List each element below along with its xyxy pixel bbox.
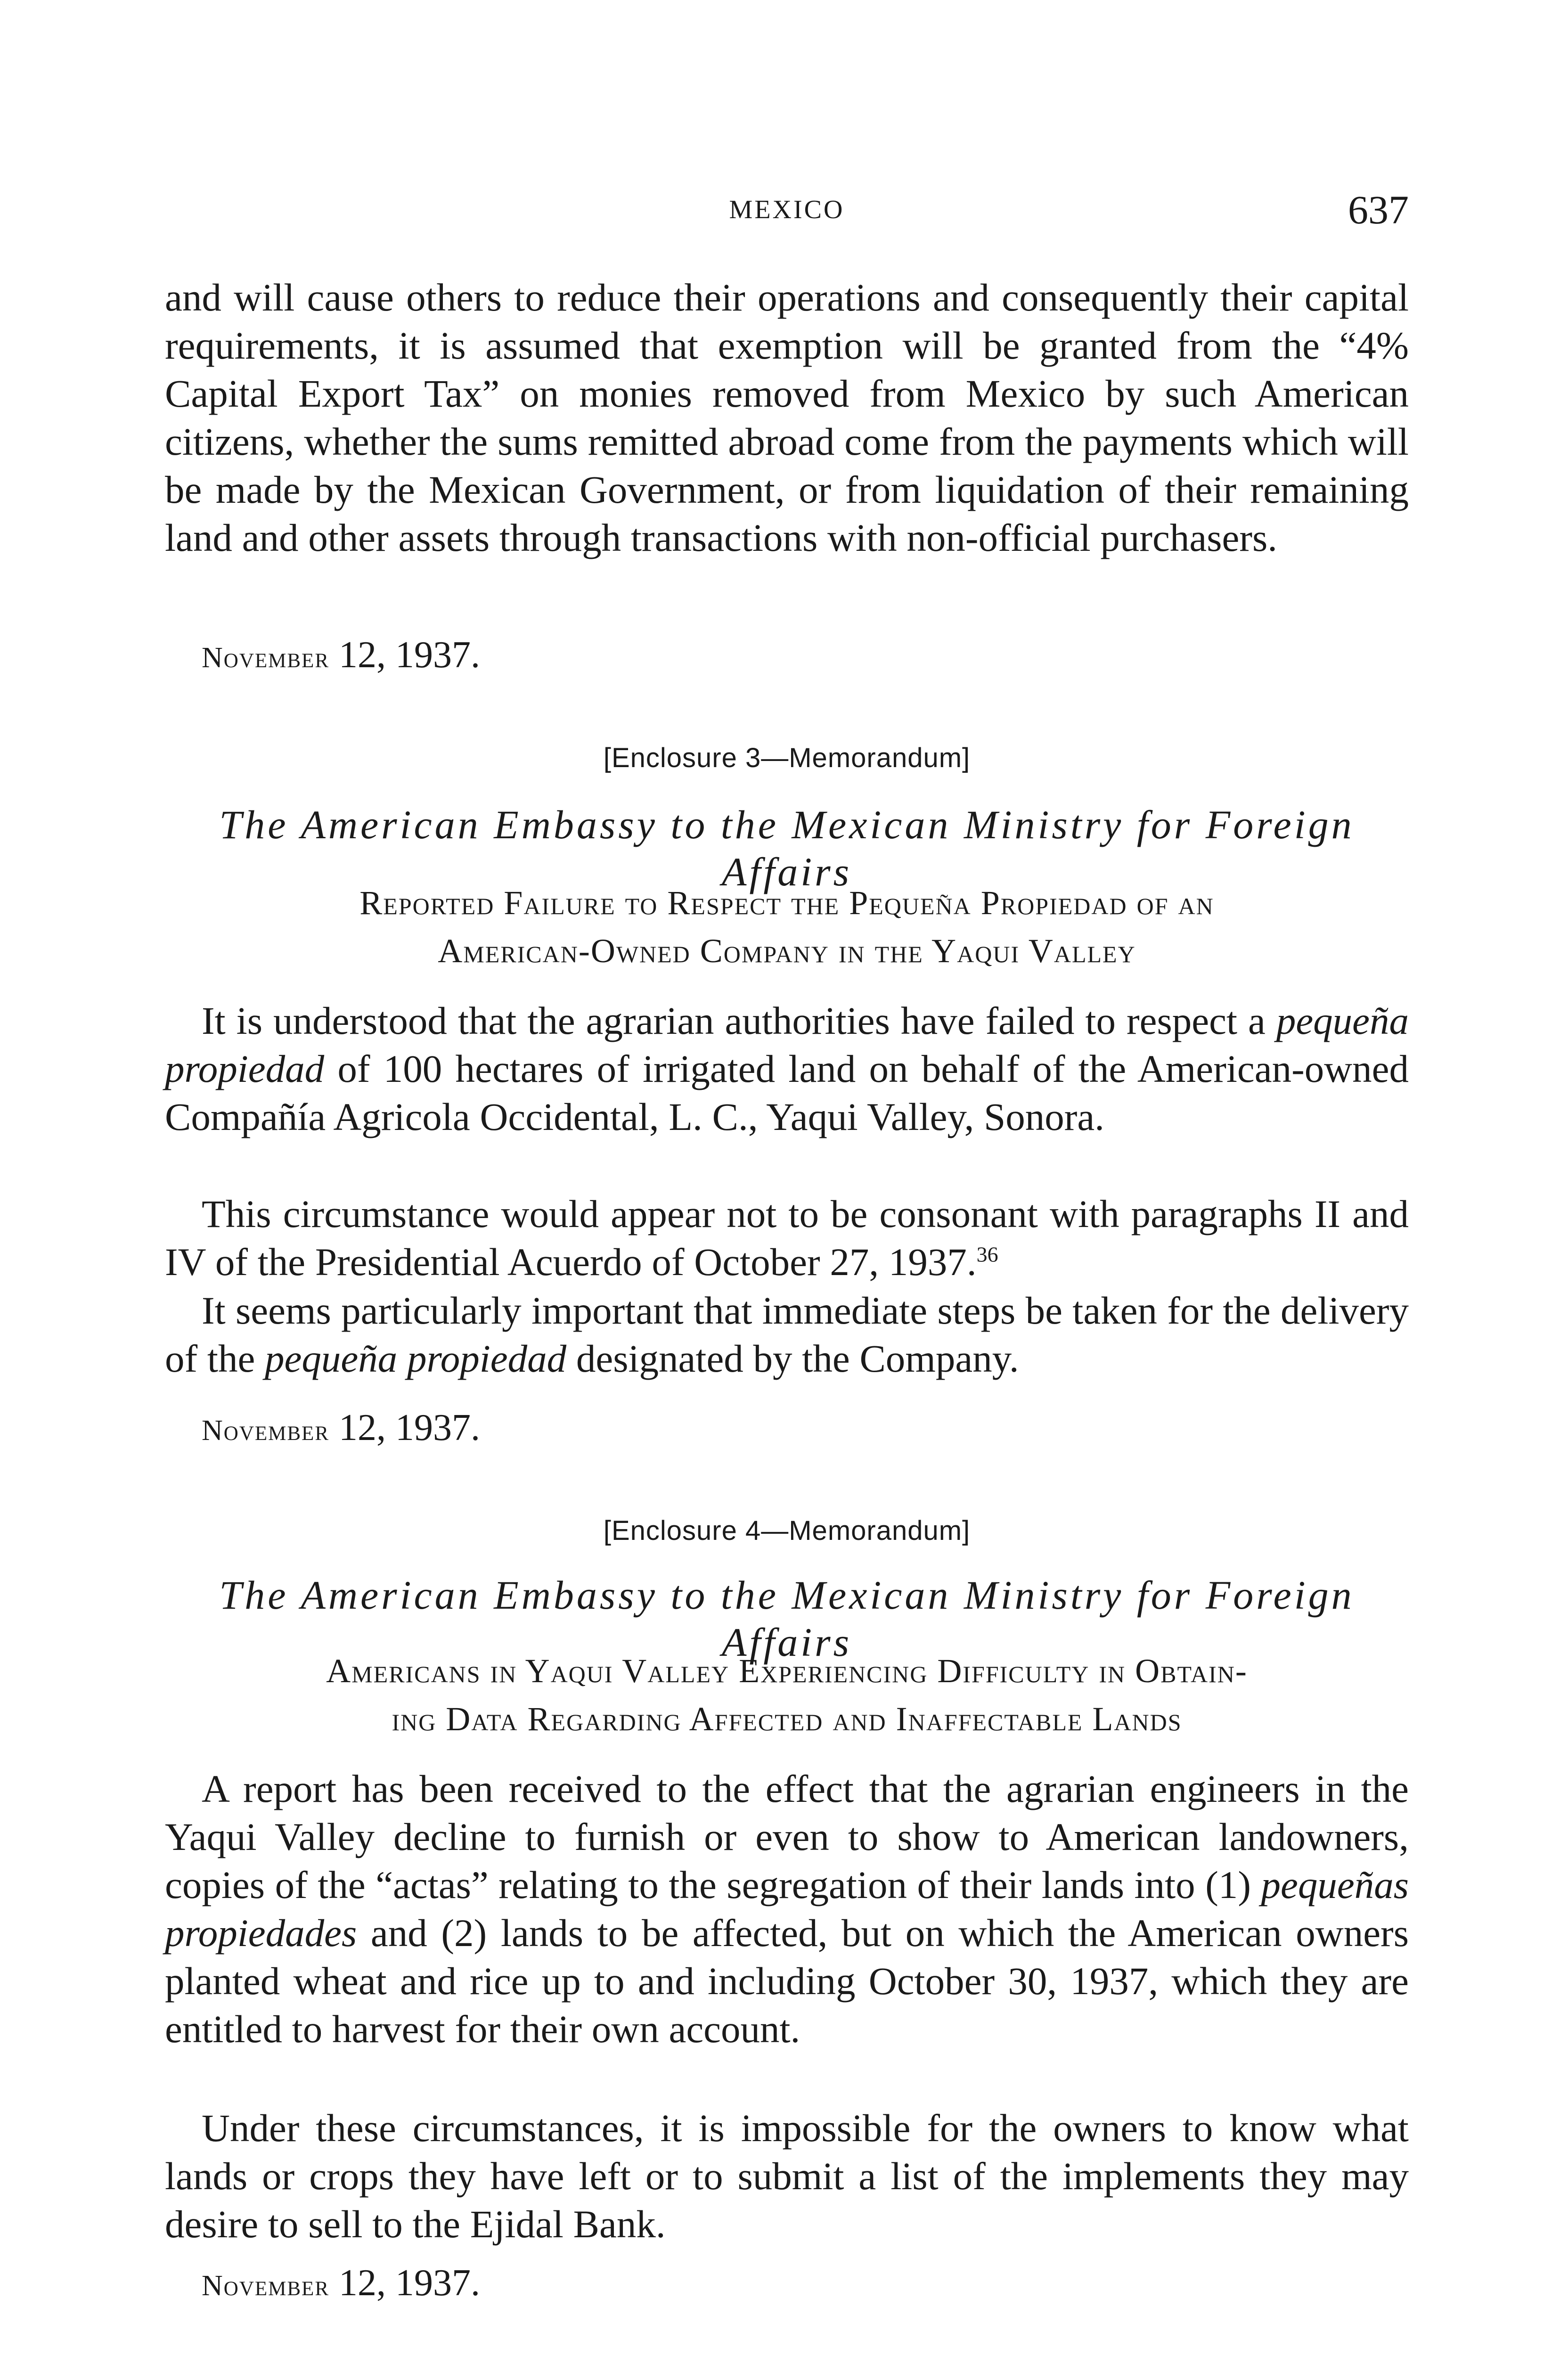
date-month: November: [202, 642, 330, 674]
text-run: It is understood that the agrarian authorities have failed to respect a: [202, 999, 1276, 1042]
date-line: [202, 1407, 480, 1449]
date-line: [202, 634, 480, 677]
text-run: It seems particularly important that immediate steps be taken for the delivery of the: [165, 1289, 1409, 1380]
page-number: 637: [1348, 187, 1409, 232]
date-rest: 12, 1937.: [329, 1407, 481, 1448]
subject-line: Reported Failure to Respect the Pequeña Propiedad of an: [359, 884, 1214, 922]
enclosure-caption: [Enclosure 3—Memorandum]: [603, 743, 971, 773]
body-paragraph: [165, 1190, 1409, 1286]
body-paragraph: [165, 1765, 1409, 2053]
date-month: November: [202, 1415, 330, 1447]
running-head: MEXICO: [729, 195, 845, 224]
italic-term: pequeña propiedad: [265, 1337, 567, 1380]
date-rest: 12, 1937.: [329, 634, 481, 676]
body-paragraph: [165, 997, 1409, 1141]
italic-term: pequeña propiedad: [165, 999, 1409, 1090]
body-paragraph: [165, 2104, 1409, 2248]
text-run: and (2) lands to be affected, but on which the American owners planted wheat and rice up to and including October 30, 1937, which they are entitled to harvest for their own account.: [165, 1911, 1409, 2051]
footnote-reference: 36: [976, 1242, 998, 1267]
text-run: Under these circumstances, it is impossible for the owners to know what lands or crops they have left or to submit a list of the implements they may desire to sell to the Ejidal Bank.: [165, 2106, 1409, 2246]
italic-term: pequeñas propiedades: [165, 1863, 1409, 1955]
subject-heading: [165, 1647, 1409, 1743]
date-month: November: [202, 2270, 330, 2302]
addressee-heading: The American Embassy to the Mexican Ministry for Foreign Affairs: [219, 802, 1355, 894]
subject-heading: [165, 879, 1409, 975]
date-line: [202, 2262, 480, 2305]
subject-line: Americans in Yaqui Valley Experiencing Difficulty in Obtain-: [326, 1652, 1248, 1690]
subject-line: American-Owned Company in the Yaqui Valley: [438, 932, 1136, 970]
continuation-paragraph: and will cause others to reduce their operations and consequently their capital requirements, it is assumed that exemption will be granted from the “4% Capital Export Tax” on monies removed from Mexico by such American citizens, whether the sums remitted abroad come from the payments which will be made by the Mexican Government, or from liquidation of their remaining land and other assets through transactions with non-official purchasers.: [165, 276, 1409, 559]
text-run: designated by the Company.: [566, 1337, 1019, 1380]
date-rest: 12, 1937.: [329, 2262, 481, 2304]
text-run: of 100 hectares of irrigated land on behalf of the American-owned Compañía Agricola Occidental, L. C., Yaqui Valley, Sonora.: [165, 1047, 1409, 1138]
body-paragraph: [165, 1286, 1409, 1383]
addressee-heading: The American Embassy to the Mexican Ministry for Foreign Affairs: [219, 1572, 1355, 1665]
enclosure-caption: [Enclosure 4—Memorandum]: [603, 1515, 971, 1546]
subject-line: ing Data Regarding Affected and Inaffectable Lands: [392, 1700, 1182, 1738]
text-run: This circumstance would appear not to be consonant with paragraphs II and IV of the Presidential Acuerdo of October 27, 1937.: [165, 1192, 1409, 1284]
page-header: [165, 186, 1409, 238]
text-run: A report has been received to the effect that the agrarian engineers in the Yaqui Valley decline to furnish or even to show to American landowners, copies of the “actas” relating to the segregation of their lands into (1): [165, 1767, 1409, 1906]
